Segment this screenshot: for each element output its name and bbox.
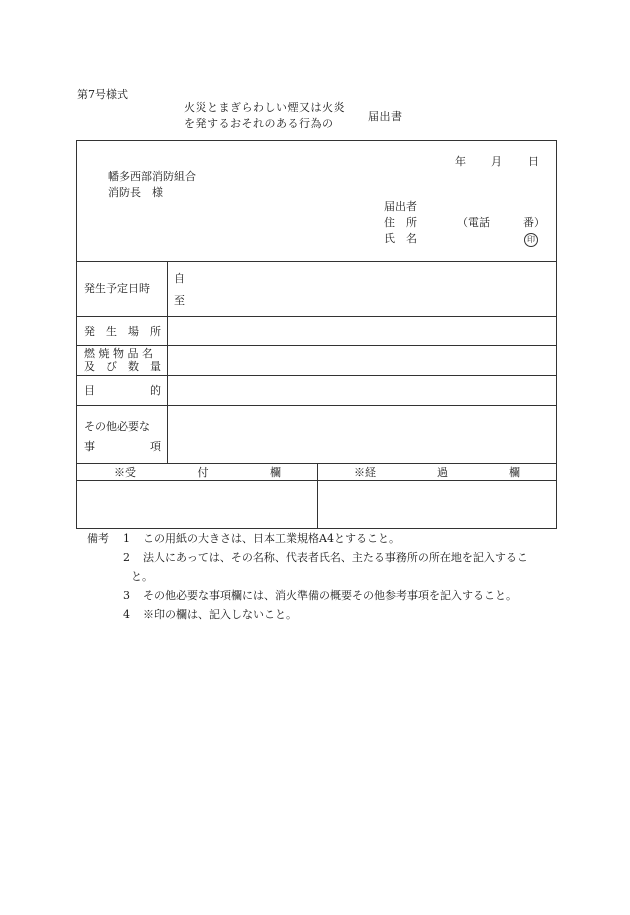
note-number: 2 bbox=[123, 551, 130, 564]
divider bbox=[317, 463, 318, 529]
reception-header-part: 付 bbox=[197, 466, 209, 479]
divider bbox=[77, 375, 556, 376]
name-label: 氏 名 bbox=[384, 232, 417, 245]
location-label: 発 生 場 所 bbox=[84, 325, 161, 338]
seal-mark bbox=[524, 232, 538, 247]
progress-header-part: ※経 bbox=[354, 466, 376, 479]
form-title-line2: を発するおそれのある行為の bbox=[184, 117, 334, 130]
reception-column-header bbox=[114, 466, 281, 479]
note-text: その他必要な事項欄には、消火準備の概要その他参考事項を記入すること。 bbox=[143, 589, 517, 602]
form-title-suffix: 届出書 bbox=[368, 110, 403, 123]
date-year-label: 年 bbox=[455, 155, 466, 168]
reception-header-part: 欄 bbox=[270, 466, 281, 479]
scheduled-datetime-label: 発生予定日時 bbox=[84, 282, 150, 295]
notifier-label: 届出者 bbox=[384, 200, 417, 213]
divider bbox=[77, 345, 556, 346]
note-number: 4 bbox=[123, 608, 130, 621]
seal-icon: 印 bbox=[524, 233, 538, 247]
form-title-line1: 火災とまぎらわしい煙又は火炎 bbox=[184, 101, 345, 114]
from-label: 自 bbox=[174, 272, 185, 285]
note-number: 3 bbox=[123, 589, 130, 602]
other-items-label-char: 項 bbox=[150, 440, 161, 453]
form-number: 第7号様式 bbox=[77, 88, 128, 101]
divider bbox=[77, 316, 556, 317]
address-label: 住 所 bbox=[384, 216, 417, 229]
purpose-label-char: 目 bbox=[84, 384, 95, 397]
notes-label: 備考 bbox=[87, 532, 109, 545]
progress-header-part: 欄 bbox=[509, 466, 520, 479]
note-text-continuation: と。 bbox=[131, 570, 153, 583]
addressee-title: 消防長 様 bbox=[108, 186, 163, 199]
phone-suffix: 番） bbox=[523, 216, 545, 229]
other-items-label-line1: その他必要な bbox=[84, 420, 150, 433]
purpose-label-char: 的 bbox=[150, 384, 161, 397]
other-items-label-char: 事 bbox=[84, 440, 95, 453]
notification-form bbox=[76, 140, 557, 529]
date-day-label: 日 bbox=[528, 155, 539, 168]
progress-column-header bbox=[354, 466, 520, 479]
phone-label: （電話 bbox=[457, 216, 490, 229]
note-text: この用紙の大きさは、日本工業規格A4とすること。 bbox=[143, 532, 400, 545]
note-text: ※印の欄は、記入しないこと。 bbox=[143, 608, 297, 621]
burn-items-label-line1: 燃 焼 物 品 名 bbox=[84, 347, 153, 360]
divider bbox=[77, 261, 556, 262]
date-month-label: 月 bbox=[491, 155, 502, 168]
divider bbox=[167, 261, 168, 463]
reception-header-part: ※受 bbox=[114, 466, 136, 479]
burn-items-label-line2: 及 び 数 量 bbox=[84, 360, 161, 373]
purpose-label bbox=[84, 384, 161, 397]
note-number: 1 bbox=[123, 532, 130, 545]
addressee-organization: 幡多西部消防組合 bbox=[108, 170, 196, 183]
divider bbox=[77, 405, 556, 406]
note-text: 法人にあっては、その名称、代表者氏名、主たる事務所の所在地を記入するこ bbox=[143, 551, 528, 564]
progress-header-part: 過 bbox=[437, 466, 448, 479]
other-items-label-line2 bbox=[84, 440, 161, 453]
to-label: 至 bbox=[174, 294, 185, 307]
